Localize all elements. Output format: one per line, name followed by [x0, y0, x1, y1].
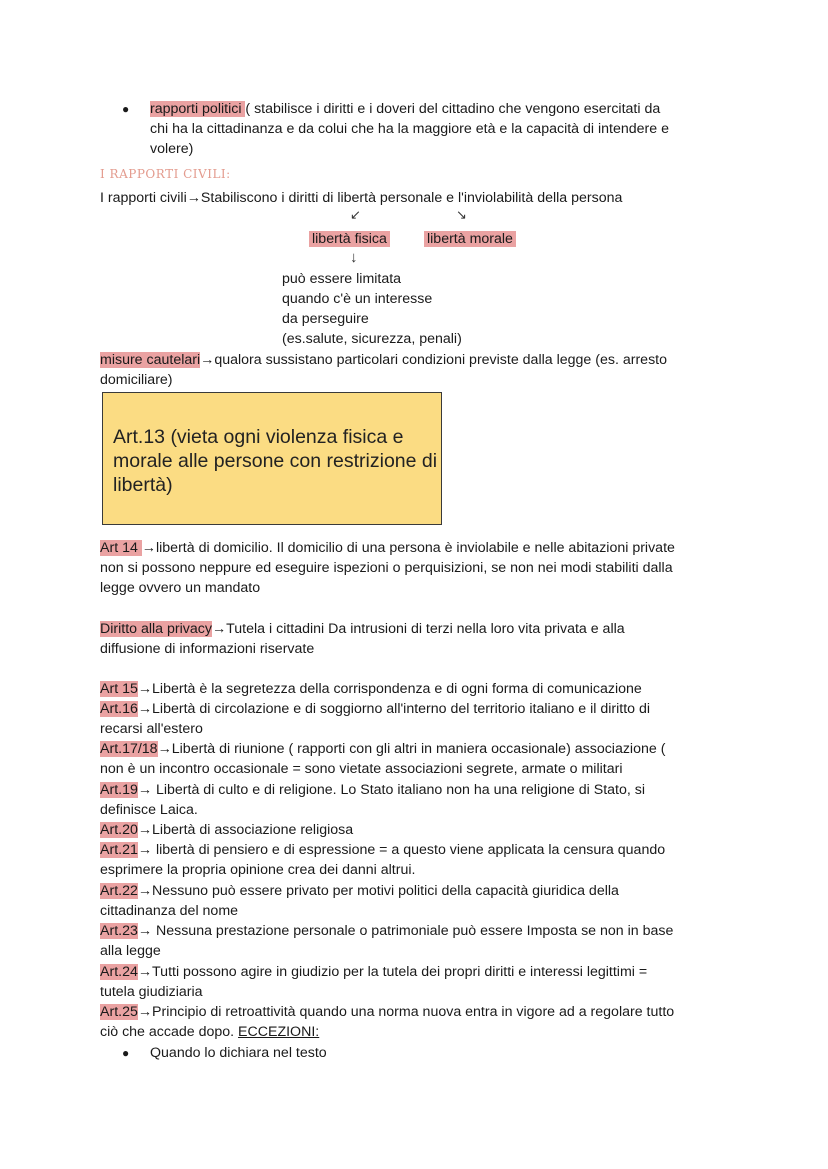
article-line: Art.22→Nessuno può essere privato per motivi politici della capacità giuridica della: [100, 883, 619, 899]
article-label: Art.24: [100, 964, 138, 980]
art14-line2: non si possono neppure ed eseguire ispezioni o perquisizioni, se non nei modi stabiliti dalla: [100, 560, 673, 576]
diagram-note-line: può essere limitata: [282, 271, 402, 287]
article-label: Art.19: [100, 782, 138, 798]
diagram-note-line: da perseguire: [282, 311, 369, 327]
article-line: Art.23→ Nessuna prestazione personale o patrimoniale può essere Imposta se non in base: [100, 923, 674, 939]
article-line: Art.24→Tutti possono agire in giudizio per la tutela dei propri diritti e interessi legittimi =: [100, 964, 648, 980]
art13-callout-box: [102, 392, 442, 525]
misure-line1: misure cautelari→qualora sussistano particolari condizioni previste dalla legge (es. arresto: [100, 352, 667, 368]
civil-intro: I rapporti civili→Stabiliscono i diritti di libertà personale e l'inviolabilità della persona: [100, 190, 623, 206]
article-label: Art.21: [100, 842, 138, 858]
article-line-cont: non è un incontro occasionale = sono vietate associazioni segrete, armate o militari: [100, 761, 623, 777]
arrow-down-right-icon: ↘: [456, 207, 467, 222]
highlight-rapporti-politici: rapporti politici: [150, 101, 246, 117]
intro-bullet-line1: rapporti politici ( stabilisce i diritti e i doveri del cittadino che vengono esercitati da: [150, 101, 661, 117]
article-line-cont: tutela giudiziaria: [100, 984, 203, 1000]
article-label: Art.16: [100, 701, 138, 717]
article-line-cont: esprimere la propria opinione crea dei danni altrui.: [100, 862, 416, 878]
article-line: Art.20→Libertà di associazione religiosa: [100, 822, 354, 838]
article-line: Art.19→ Libertà di culto e di religione. Lo Stato italiano non ha una religione di Stato, si: [100, 782, 645, 798]
article-label: Art.17/18: [100, 741, 158, 757]
art13-callout-text: Art.13 (vieta ogni violenza fisica e morale alle persone con restrizione di libertà): [113, 426, 438, 496]
arrow-down-icon: ↓: [350, 249, 358, 266]
bullet-dot: ●: [122, 1046, 130, 1060]
article-line: Art.17/18→Libertà di riunione ( rapporti con gli altri in maniera occasionale) associazione (: [100, 741, 666, 757]
article-line-cont: cittadinanza del nome: [100, 903, 239, 919]
eccezioni-underlined: ECCEZIONI:: [238, 1024, 320, 1040]
article-line: Art 15→Libertà è la segretezza della corrispondenza e di ogni forma di comunicazione: [100, 681, 642, 697]
article-line: Art.16→Libertà di circolazione e di soggiorno all'interno del territorio italiano e il diritto di: [100, 701, 651, 717]
misure-line2: domiciliare): [100, 372, 173, 388]
article-label: Art.22: [100, 883, 138, 899]
article-line-cont: alla legge: [100, 943, 161, 959]
diagram-left-label: libertà fisica: [309, 229, 390, 249]
article-line-cont: ciò che accade dopo. ECCEZIONI:: [100, 1024, 320, 1040]
bullet-dot: ●: [122, 102, 130, 116]
privacy-line1: Diritto alla privacy→Tutela i cittadini Da intrusioni di terzi nella loro vita privata e alla: [100, 621, 625, 637]
intro-bullet-line3: volere): [150, 141, 194, 157]
article-line-cont: recarsi all'estero: [100, 721, 203, 737]
section-title: I RAPPORTI CIVILI:: [100, 167, 231, 181]
art14-line3: legge ovvero un mandato: [100, 580, 261, 596]
arrow-down-left-icon: ↙: [350, 207, 361, 222]
privacy-line2: diffusione di informazioni riservate: [100, 641, 315, 657]
article-label: Art.25: [100, 1004, 138, 1020]
art14-line1: Art 14 →libertà di domicilio. Il domicilio di una persona è inviolabile e nelle abitazioni private: [100, 540, 675, 556]
article-line: Art.21→ libertà di pensiero e di espressione = a questo viene applicata la censura quando: [100, 842, 666, 858]
diagram-note-line: quando c'è un interesse: [282, 291, 433, 307]
article-label: Art.23: [100, 923, 138, 939]
intro-bullet-line2: chi ha la cittadinanza e da colui che ha la maggiore età e la capacità di intendere e: [150, 121, 669, 137]
diagram-note-line: (es.salute, sicurezza, penali): [282, 331, 462, 347]
article-label: Art.20: [100, 822, 138, 838]
final-bullet-text: Quando lo dichiara nel testo: [150, 1045, 327, 1061]
diagram-right-label: libertà morale: [424, 229, 516, 249]
article-line-cont: definisce Laica.: [100, 802, 198, 818]
article-label: Art 15: [100, 681, 138, 697]
article-line: Art.25→Principio di retroattività quando una norma nuova entra in vigore ad a regolare tutto: [100, 1004, 675, 1020]
